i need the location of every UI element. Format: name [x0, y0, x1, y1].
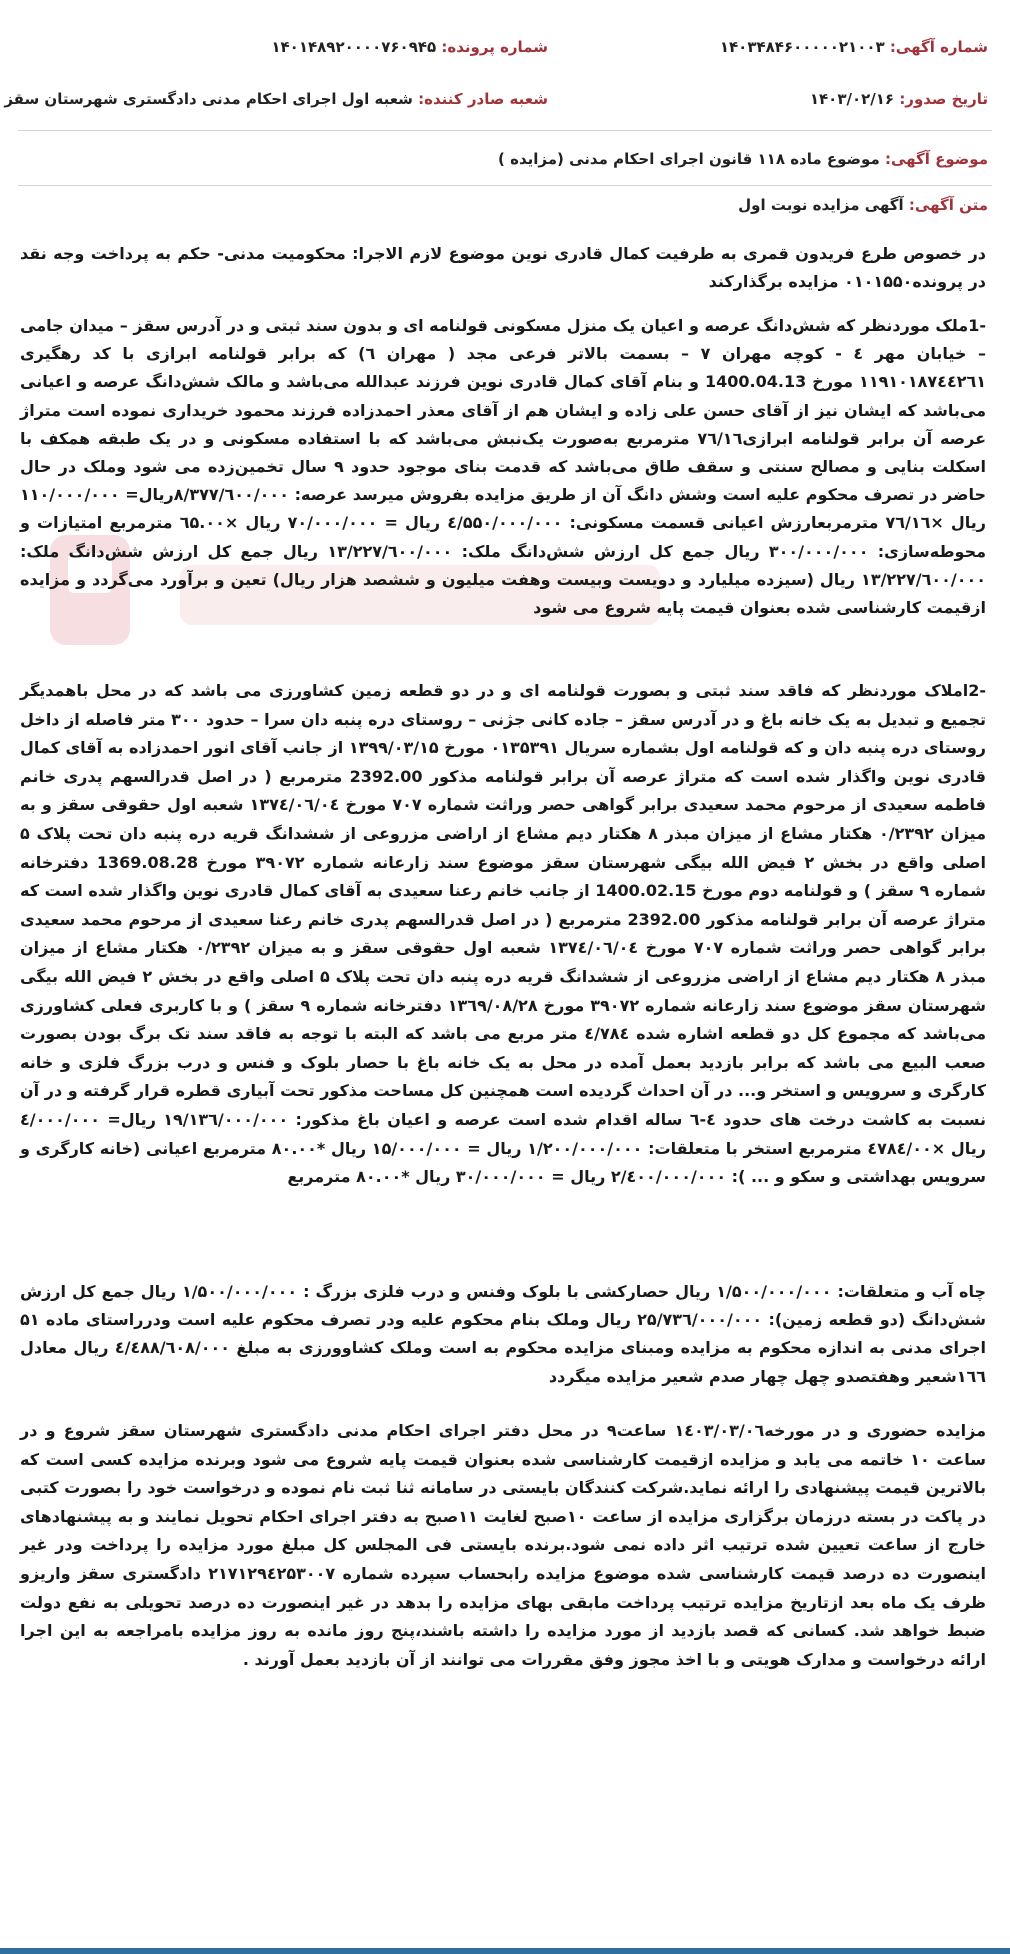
- text-label: متن آگهی:: [908, 196, 988, 214]
- issuer: شعبه اول اجرای احکام مدنی دادگستری شهرستان سقز: [4, 90, 413, 108]
- issue-date-label: تاریخ صدور:: [899, 90, 988, 108]
- case-number-label: شماره پرونده:: [441, 38, 548, 56]
- text-title: آگهی مزایده نوبت اول: [738, 196, 904, 214]
- bottom-bar: [0, 1948, 1010, 1954]
- case-number-row: [271, 38, 548, 56]
- text-title-row: [738, 196, 988, 214]
- well-paragraph: چاه آب و متعلقات: ۱/۵۰۰/۰۰۰/۰۰۰ ریال حصارکشی با بلوک وفنس و درب فلزی بزرگ : ۱/۵۰۰/۰۰۰/۰۰۰ ریال جمع کل ارزش شش‌دانگ (دو قطعه زمین): ۲۵/۷۳٦/۰۰۰/۰۰۰ ریال وملک بنام محکوم علیه ودر تصرف محکوم علیه است ودرراستای ماده ۵۱ اجرای مدنی به اندازه محکوم به مزایده ومبنای مزایده محکوم به است وملک کشاوورزی به مبلغ ٤/٤۸۸/٦۰۸/۰۰۰ ریال معادل ۱٦٦شعیر وهفتصدو چهل چهار صدم شعیر مزایده میگردد: [20, 1282, 987, 1386]
- issuer-label: شعبه صادر کننده:: [418, 90, 548, 108]
- issue-date: ۱۴۰۳/۰۲/۱۶: [809, 90, 895, 108]
- intro-paragraph: در خصوص طرع فریدون قمری به طرفیت کمال قادری نوین موضوع لازم الاجرا: محکومیت مدنی- حکم به پرداخت وجه نقد در پرونده۰۱۰۱۵۵۰ مزایده برگذارکند: [20, 244, 986, 292]
- subject-row: [498, 150, 988, 168]
- case-number: ۱۴۰۱۴۸۹۲۰۰۰۰۷۶۰۹۴۵: [271, 38, 437, 56]
- item-2-paragraph: -2املاک موردنظر که فاقد سند ثبتی و بصورت قولنامه ای و در دو قطعه زمین کشاورزی می باشد که در محل باهمدیگر تجمیع و تبدیل به یک خانه باغ و در آدرس سقز – جاده کانی جژنی – روستای دره پنبه دان سرا – حدود ۳۰۰ متر فاصله از داخل روستای دره پنبه دان و که قولنامه اول بشماره سریال ۰۱۳۵۳۹۱ مورخ ۱۳۹۹/۰۳/۱۵ از جانب آقای انور احمدزاده به آقای کمال قادری نوین واگذار شده است که متراژ عرصه آن برابر قولنامه مذکور 2392.00 مترمربع ( در اصل قدرالسهم پدری خانم فاطمه سعیدی از مرحوم محمد سعیدی برابر گواهی حصر وراثت شماره ۷۰۷ مورخ ۱۳۷٤/۰٦/۰٤ شعبه اول حقوقی سقز و به میزان ۰/۲۳۹۲ هکتار مشاع از میزان مبذر ۸ هکتار دیم مشاع از اراضی مزروعی از ششدانگ قریه دره پنبه دان تحت پلاک ۵ اصلی واقع در بخش ۲ فیض الله بیگی شهرستان سقز موضوع سند زارعانه شماره ۳۹۰۷۲ مورخ 1369.08.28 دفترخانه شماره ۹ سقز ) و قولنامه دوم مورخ 1400.02.15 از جانب خانم رعنا سعیدی به آقای کمال قادری نوین واگذار شده است که متراژ عرصه آن برابر قولنامه مذکور 2392.00 مترمربع ( در اصل قدرالسهم پدری خانم رعنا سعیدی از مرحوم محمد سعیدی برابر گواهی حصر وراثت شماره ۷۰۷ مورخ ۱۳۷٤/۰٦/۰٤ شعبه اول حقوقی سقز و به میزان ۰/۲۳۹۲ هکتار مشاع از میزان مبذر ۸ هکتار دیم مشاع از اراضی مزروعی از ششدانگ قریه دره پنبه دان تحت پلاک ۵ اصلی واقع در بخش ۲ فیض الله بیگی شهرستان سقز موضوع سند زارعانه شماره ۳۹۰۷۲ مورخ ۱۳٦۹/۰۸/۲۸ دفترخانه شماره ۹ سقز ) و با کاربری فعلی کشاورزی می‌باشد که مجموع کل دو قطعه اشاره شده ٤/۷۸٤ متر مربع می باشد که البته با توجه به فاقد سند تک برگ بودن بصورت صعب البیع می باشد که برابر بازدید بعمل آمده در محل به یک خانه باغ با حصار بلوک و فنس و درب بزرگ فلزی و خانه کارگری و سرویس و استخر و... در آن احداث گردیده است همچنین کل مساحت مذکور تحت آبیاری قطره قرار گرفته و در آن نسبت به کاشت درخت های حدود ٤-٦ ساله اقدام شده است عرصه و اعیان باغ مذکور: ۱۹/۱۳٦/۰۰۰/۰۰۰ ریال= ٤/۰۰۰/۰۰۰ ریال ×٤۷۸٤/۰۰ مترمربع استخر با متعلقات: ۱/۲۰۰/۰۰۰/۰۰۰ ریال = ۱۵/۰۰۰/۰۰۰ ریال *۸۰.۰۰ مترمربع اعیانی (خانه کارگری و سرویس بهداشتی و سکو و ... ): ۲/٤۰۰/۰۰۰/۰۰۰ ریال = ۳۰/۰۰۰/۰۰۰ ریال *۸۰.۰۰ مترمربع: [20, 681, 987, 1187]
- closing-paragraph: مزایده حضوری و در مورخه۱٤۰۳/۰۳/۰٦ ساعت۹ در محل دفتر اجرای احکام مدنی دادگستری شهرستان سقز شروع و در ساعت ۱۰ خاتمه می یابد و مزایده ازقیمت کارشناسی شده بعنوان قیمت پایه شروع می شود وبرنده مزایده کسی است که بالاترین قیمت پیشنهادی را ارائه نماید.شرکت کنندگان بایستی در سامانه ثنا ثبت نام نموده و درخواست خود را بصورت کتبی در پاکت در بسته درزمان برگزاری مزایده از ساعت ۱۰صبح لغایت ۱۱صبح به دفتر اجرای احکام تحویل نمایند و به پیشنهادهای خارج از ساعت تعیین شده ترتیب اثر داده نمی شود.برنده بایستی فی المجلس کل مبلغ مورد مزایده را پرداخت ودر غیر اینصورت ده درصد قیمت کارشناسی شده موضوع مزایده رابحساب سپرده شماره ۲۱۷۱۲۹٤۲۵۳۰۰۷ دادگستری سقز واریزو ظرف یک ماه بعد ازتاریخ مزایده ترتیب پرداخت مابقی بهای مزایده را بدهد در غیر اینصورت ده درصد تحویلی به نفع دولت ضبط خواهد شد. کسانی که قصد بازدید از مورد مزایده را داشته باشند،پنج روز مانده به روز مزایده بامراجعه به این اجرا ارائه درخواست و مدارک هویتی و با اخذ مجوز وفق مقررات می توانند از آن بازدید بعمل آورند .: [20, 1421, 987, 1669]
- ad-number-row: [720, 38, 988, 56]
- subject-label: موضوع آگهی:: [884, 150, 988, 168]
- subject: موضوع ماده ۱۱۸ قانون اجرای احکام مدنی (مزایده ): [498, 150, 880, 168]
- issue-date-row: [810, 90, 988, 108]
- divider: [18, 185, 992, 186]
- divider: [18, 130, 992, 131]
- ad-number: ۱۴۰۳۴۸۴۶۰۰۰۰۰۲۱۰۰۳: [719, 38, 885, 56]
- item-1-paragraph: -1ملک موردنظر که شش‌دانگ عرصه و اعیان یک منزل مسکونی قولنامه ای و بدون سند ثبتی و در آدرس سقز – میدان جامی – خیابان مهر ٤ - کوچه مهران ۷ – بسمت بالاتر فرعی مجد ( مهران ٦) که برابر قولنامه ابرازی با کد رهگیری ۱۱۹۱۰۱۸۷٤٤۲٦۱ مورخ 1400.04.13 و بنام آقای کمال قادری نوین فرزند عبدالله می‌باشد و مالک شش‌دانگ عرصه و اعیانی می‌باشد که ایشان نیز از آقای حسن علی زاده و ایشان هم از آقای معذر احمدزاده فرزند محمود خریداری نموده است متراژ عرصه آن برابر قولنامه ابرازی۷٦/۱٦ مترمربع به‌صورت یک‌نبش می‌باشد که با استفاده مسکونی و در یک طبقه همکف با اسکلت بنایی و مصالح سنتی و سقف طاق می‌باشد که قدمت بنای موجود حدود ۹ سال تخمین‌زده می شود وملک در حال حاضر در تصرف محکوم علیه است وشش دانگ آن از طریق مزایده بفروش میرسد عرصه: ۸/۳۷۷/٦۰۰/۰۰۰ریال= ۱۱۰/۰۰۰/۰۰۰ ریال ×۷٦/۱٦ مترمربعارزش اعیانی قسمت مسکونی: ٤/۵۵۰/۰۰۰/۰۰۰ ریال = ۷۰/۰۰۰/۰۰۰ ریال ×٦۵.۰۰ مترمربع امتیازات و محوطه‌سازی: ۳۰۰/۰۰۰/۰۰۰ ریال جمع کل ارزش شش‌دانگ ملک: ۱۳/۲۲۷/٦۰۰/۰۰۰ ریال جمع کل ارزش شش‌دانگ ملک: ۱۳/۲۲۷/٦۰۰/۰۰۰ ریال (سیزده میلیارد و دویست وبیست وهفت میلیون و ششصد هزار ریال) تعین و برآورد می‌گردد و مزایده ازقیمت کارشناسی شده بعنوان قیمت پایه شروع می شود: [20, 316, 987, 618]
- issuer-row: [4, 90, 548, 108]
- ad-number-label: شماره آگهی:: [889, 38, 988, 56]
